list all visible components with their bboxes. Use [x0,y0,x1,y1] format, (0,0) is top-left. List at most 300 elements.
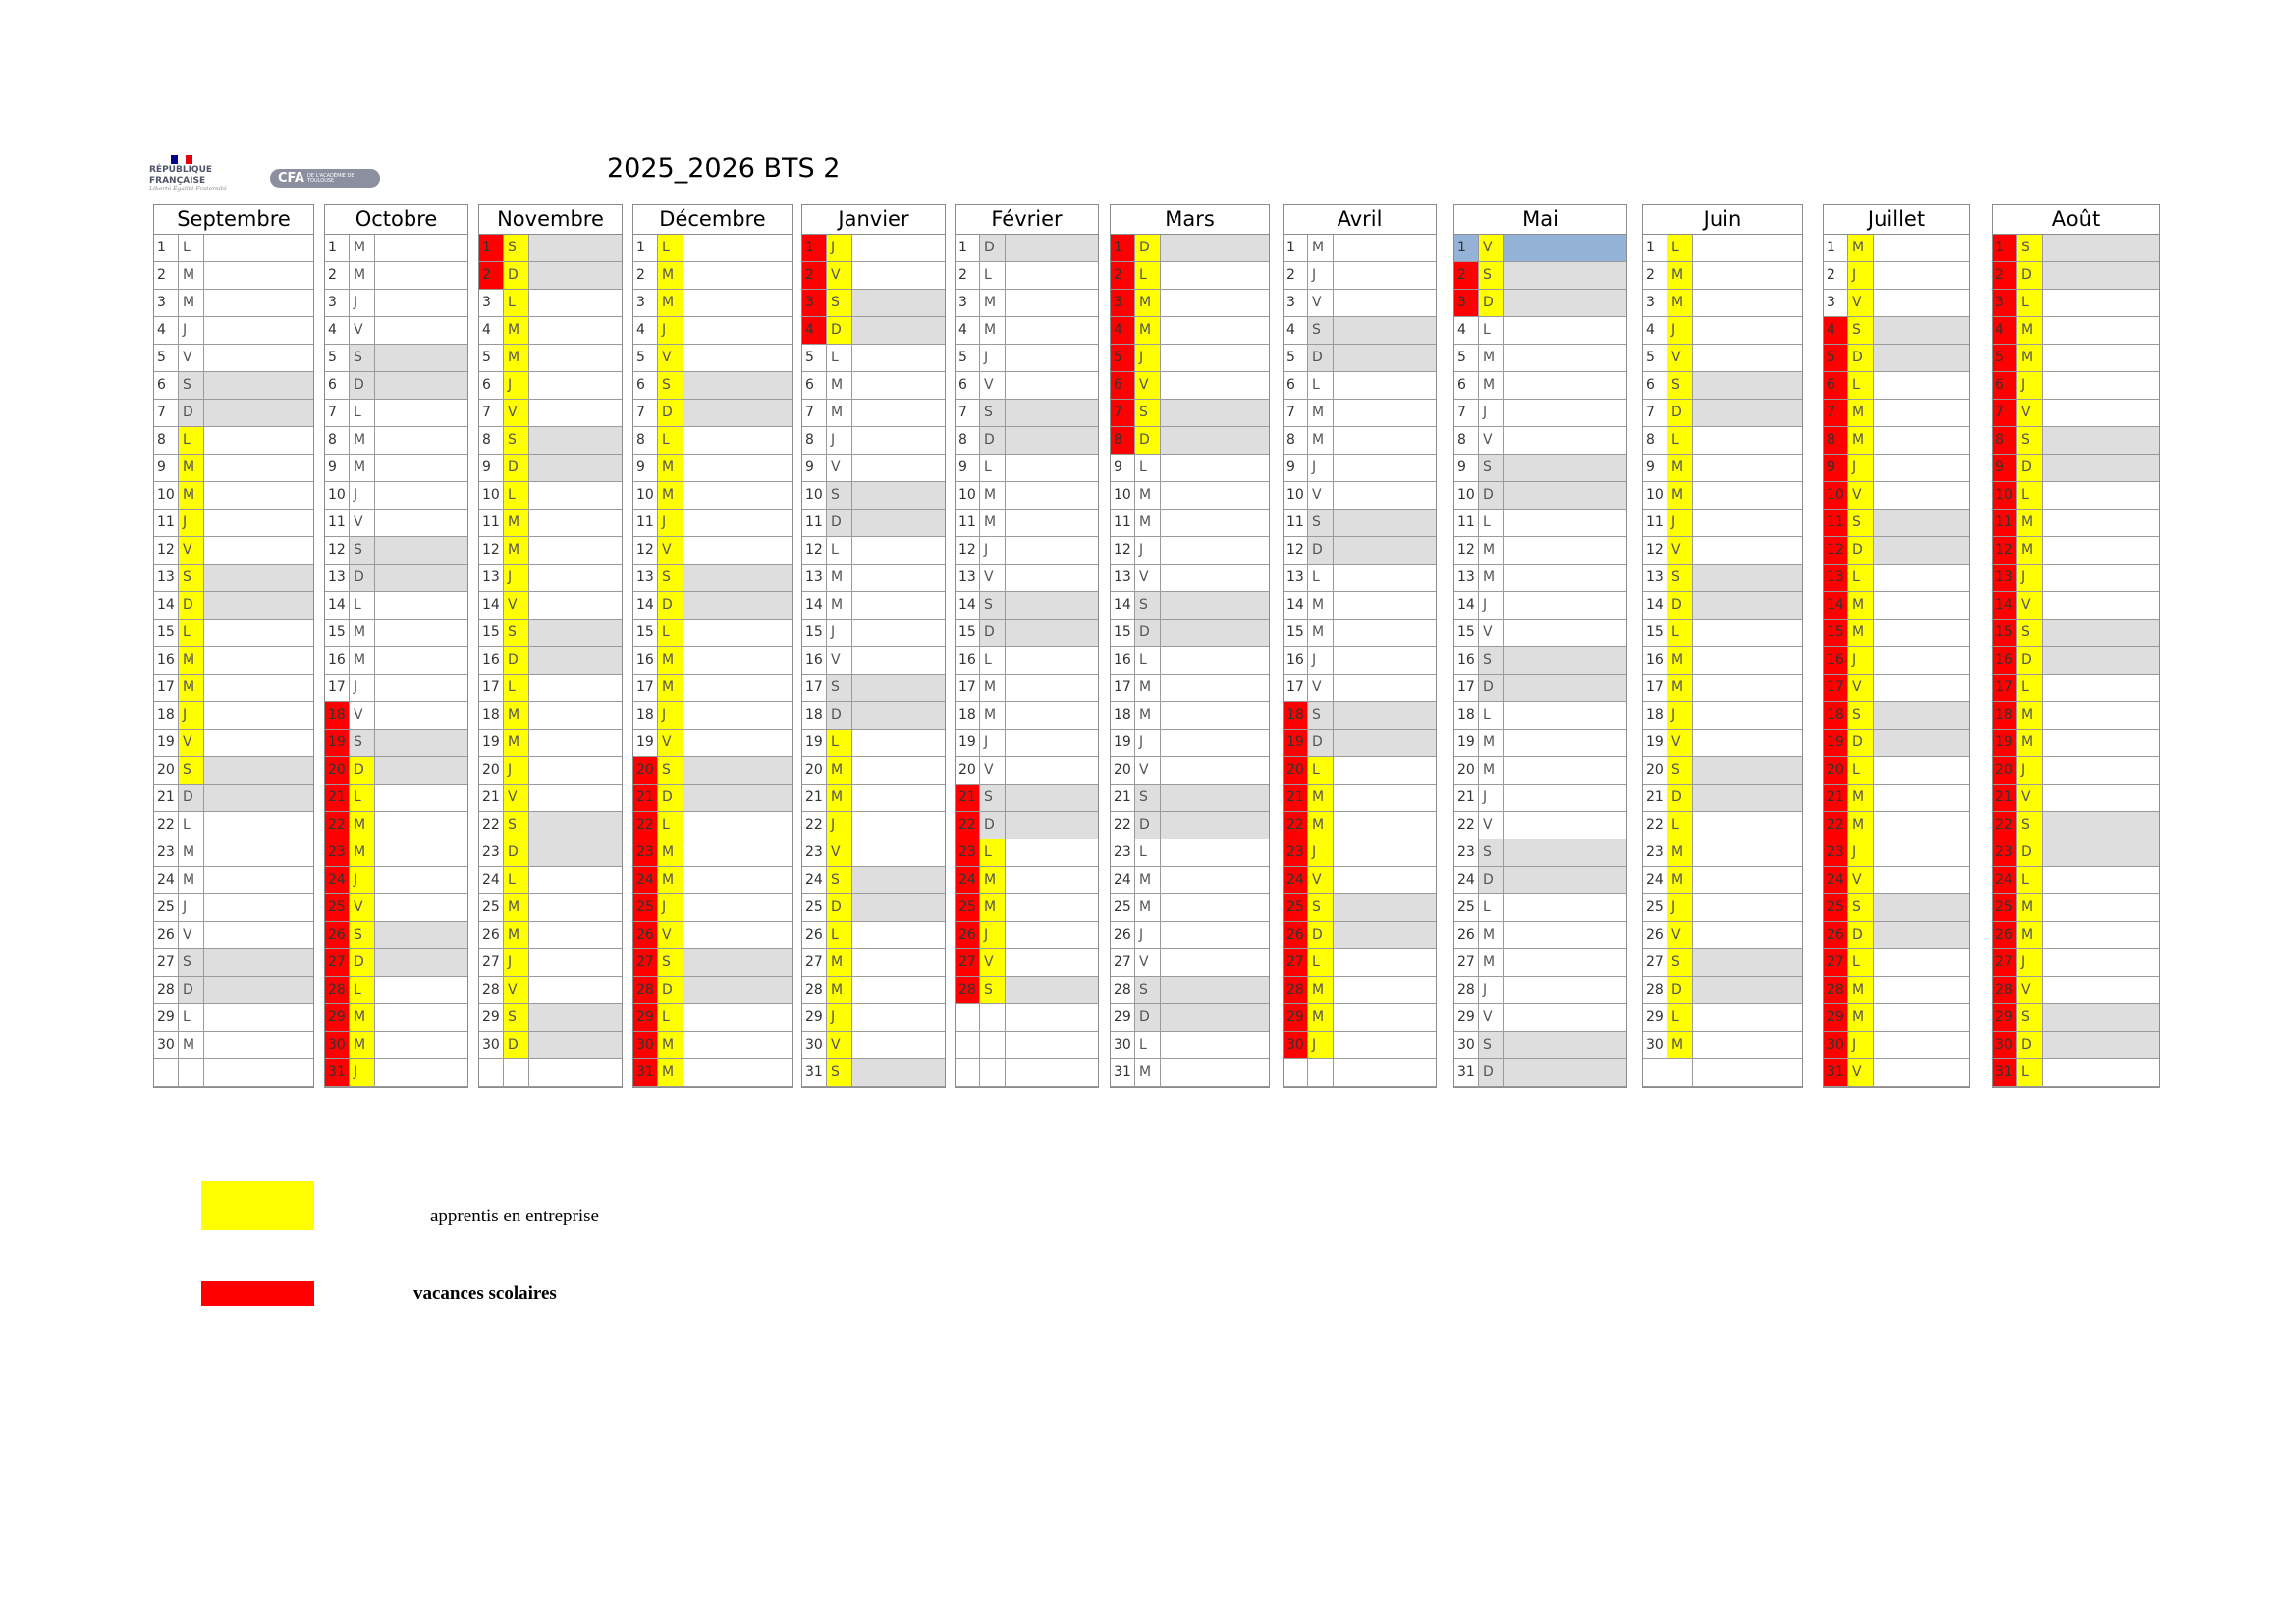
day-row [1643,620,1802,647]
weekday-letter: J [827,1004,852,1031]
weekday-letter: J [1848,647,1874,674]
day-row [802,647,945,675]
day-cell [2043,730,2159,756]
weekday-letter [980,1059,1006,1086]
day-cell [1693,537,1802,564]
day-row [1284,482,1436,510]
day-number: 23 [633,839,658,866]
day-row [633,317,792,345]
month-header: Janvier [802,205,945,235]
day-number: 3 [325,290,350,316]
day-row [1284,1004,1436,1032]
day-row [956,235,1098,262]
weekday-letter: D [1308,537,1334,564]
day-number: 21 [1643,785,1667,811]
day-row [956,482,1098,510]
day-row [479,537,622,565]
day-cell [1874,400,1969,426]
day-cell [852,675,945,701]
day-number: 11 [1824,510,1848,536]
weekday-letter: S [1848,894,1874,921]
day-row [1643,565,1802,592]
day-number: 24 [325,867,350,893]
day-row [1454,290,1626,317]
day-cell [683,262,792,289]
weekday-letter: L [1667,235,1693,261]
weekday-letter: V [1308,675,1334,701]
day-row [1643,537,1802,565]
day-row [154,922,313,949]
day-number: 27 [1643,949,1667,976]
day-number: 1 [1824,235,1848,261]
day-cell [2043,757,2159,784]
day-number: 19 [479,730,504,756]
day-cell [529,757,622,784]
day-number: 16 [1643,647,1667,674]
day-number: 29 [1284,1004,1308,1031]
day-number: 14 [802,592,827,619]
day-row [1284,620,1436,647]
day-row [479,482,622,510]
day-row [154,867,313,894]
weekday-letter: M [1308,1004,1334,1031]
day-cell [1504,620,1626,646]
weekday-letter: M [2017,922,2043,948]
day-number: 8 [1824,427,1848,454]
day-number: 15 [325,620,350,646]
day-cell [204,592,313,619]
weekday-letter: M [1848,592,1874,619]
day-row [1643,317,1802,345]
day-number: 2 [1993,262,2017,289]
day-row [479,290,622,317]
day-cell [529,427,622,454]
day-number: 30 [1643,1032,1667,1058]
day-row [633,647,792,675]
day-cell [683,620,792,646]
weekday-letter: D [1135,812,1161,839]
day-row [1643,482,1802,510]
day-cell [1334,675,1436,701]
day-row [1643,839,1802,867]
day-cell [1334,345,1436,371]
day-row [1643,922,1802,949]
day-row [1454,647,1626,675]
day-number: 17 [325,675,350,701]
day-row [325,1032,467,1059]
day-number: 3 [802,290,827,316]
weekday-letter: S [2017,812,2043,839]
day-cell [683,785,792,811]
day-number: 6 [1643,372,1667,399]
day-number: 29 [325,1004,350,1031]
day-cell [1504,949,1626,976]
weekday-letter: L [827,345,852,371]
day-row [479,839,622,867]
day-row [1454,839,1626,867]
day-cell [1693,372,1802,399]
day-number: 19 [1824,730,1848,756]
day-cell [1874,1004,1969,1031]
day-row [325,455,467,482]
day-row [633,839,792,867]
weekday-letter: M [1308,400,1334,426]
day-cell [1504,1004,1626,1031]
weekday-letter: S [1308,317,1334,344]
month-header: Décembre [633,205,792,235]
weekday-letter: J [1479,400,1504,426]
day-cell [852,1004,945,1031]
day-cell [683,537,792,564]
day-row [802,565,945,592]
day-row [802,427,945,455]
day-row [479,345,622,372]
day-row [802,1004,945,1032]
day-cell [1161,1059,1269,1086]
day-row [1454,702,1626,730]
day-cell [1693,785,1802,811]
weekday-letter: D [350,372,375,399]
day-cell [375,455,467,481]
weekday-letter: L [1848,565,1874,591]
weekday-letter: M [2017,510,2043,536]
day-cell [683,565,792,591]
weekday-letter: S [1308,894,1334,921]
weekday-letter: V [1667,922,1693,948]
month-header: Juin [1643,205,1802,235]
day-number [154,1059,179,1086]
weekday-letter: D [2017,839,2043,866]
day-number: 11 [1284,510,1308,536]
day-row [325,620,467,647]
day-number: 25 [479,894,504,921]
day-number: 18 [1643,702,1667,729]
day-cell [375,647,467,674]
day-number: 20 [1284,757,1308,784]
weekday-letter: D [1479,675,1504,701]
day-row [325,867,467,894]
day-number: 22 [1284,812,1308,839]
day-cell [2043,592,2159,619]
day-number: 26 [633,922,658,948]
month-septembre [153,204,314,1088]
day-row [1284,785,1436,812]
day-number: 14 [1284,592,1308,619]
day-number: 29 [802,1004,827,1031]
day-cell [1693,455,1802,481]
day-cell [2043,565,2159,591]
day-row [479,235,622,262]
month-mai [1453,204,1627,1088]
day-cell [2043,455,2159,481]
day-number: 11 [1454,510,1479,536]
day-row [1993,1004,2159,1032]
day-cell [375,510,467,536]
day-row [1643,290,1802,317]
day-cell [1504,839,1626,866]
day-number: 28 [1643,977,1667,1003]
weekday-letter: V [827,1032,852,1058]
day-cell [204,949,313,976]
weekday-letter: M [350,455,375,481]
day-row [154,592,313,620]
day-number: 10 [802,482,827,509]
weekday-letter: M [658,290,683,316]
weekday-letter: M [179,262,204,289]
day-cell [1693,977,1802,1003]
day-number: 10 [1824,482,1848,509]
day-cell [529,262,622,289]
day-row [1284,317,1436,345]
weekday-letter: J [1848,839,1874,866]
weekday-letter: M [1479,949,1504,976]
weekday-letter: S [1667,565,1693,591]
day-cell [529,482,622,509]
day-row [479,785,622,812]
weekday-letter: L [2017,1059,2043,1086]
day-row [1993,702,2159,730]
day-cell [1334,812,1436,839]
weekday-letter: D [1479,290,1504,316]
day-number: 12 [956,537,980,564]
day-row [633,812,792,839]
weekday-letter: S [2017,1004,2043,1031]
day-cell [375,372,467,399]
day-number: 28 [956,977,980,1003]
weekday-letter: M [1848,812,1874,839]
day-cell [1693,400,1802,426]
day-number: 12 [1824,537,1848,564]
weekday-letter: L [1308,372,1334,399]
day-cell [1161,400,1269,426]
day-number: 13 [1643,565,1667,591]
day-cell [204,1032,313,1058]
day-cell [1504,922,1626,948]
day-cell [683,455,792,481]
weekday-letter: V [1135,949,1161,976]
weekday-letter: M [658,262,683,289]
day-number: 25 [1824,894,1848,921]
day-cell [2043,1032,2159,1058]
day-cell [1504,565,1626,591]
weekday-letter: J [504,757,529,784]
weekday-letter: J [1308,455,1334,481]
day-row [633,345,792,372]
day-row [154,730,313,757]
weekday-letter: L [1308,565,1334,591]
weekday-letter: D [350,949,375,976]
day-number: 1 [1454,235,1479,261]
weekday-letter: V [658,345,683,371]
day-row [154,372,313,400]
day-cell [1006,537,1098,564]
weekday-letter: J [504,372,529,399]
month-header: Avril [1284,205,1436,235]
day-number: 8 [1643,427,1667,454]
day-cell [2043,977,2159,1003]
day-row [956,812,1098,839]
day-row [802,675,945,702]
weekday-letter: J [980,537,1006,564]
day-row [1111,317,1269,345]
day-row [1993,812,2159,839]
day-row [325,812,467,839]
day-number: 7 [1824,400,1848,426]
month-header: Novembre [479,205,622,235]
weekday-letter: V [827,647,852,674]
day-number: 25 [154,894,179,921]
day-cell [1161,262,1269,289]
weekday-letter: S [1848,702,1874,729]
day-number: 6 [325,372,350,399]
day-number: 11 [802,510,827,536]
weekday-letter: J [2017,565,2043,591]
weekday-letter: V [350,510,375,536]
day-number: 18 [1284,702,1308,729]
day-row [1643,785,1802,812]
day-number: 24 [1824,867,1848,893]
day-number: 8 [479,427,504,454]
day-number: 4 [1993,317,2017,344]
weekday-letter: L [350,592,375,619]
day-cell [204,867,313,893]
day-cell [1006,345,1098,371]
weekday-letter: M [1135,675,1161,701]
weekday-letter: J [2017,757,2043,784]
day-number: 26 [325,922,350,948]
day-row [325,702,467,730]
weekday-letter: L [1848,757,1874,784]
day-number: 6 [479,372,504,399]
day-number: 18 [956,702,980,729]
weekday-letter: L [1135,1032,1161,1058]
day-cell [2043,317,2159,344]
legend-swatch-apprentice [201,1181,314,1230]
day-number: 12 [479,537,504,564]
day-number: 22 [802,812,827,839]
weekday-letter: S [1479,455,1504,481]
weekday-letter: S [350,730,375,756]
day-cell [1504,730,1626,756]
day-cell [683,290,792,316]
day-cell [683,730,792,756]
weekday-letter: S [827,675,852,701]
day-row [1824,317,1969,345]
day-cell [1006,730,1098,756]
day-row [479,1004,622,1032]
day-row [1454,730,1626,757]
day-row [802,949,945,977]
weekday-letter: D [504,262,529,289]
day-cell [1161,839,1269,866]
day-number: 12 [325,537,350,564]
day-cell [529,290,622,316]
weekday-letter: M [980,510,1006,536]
weekday-letter: D [179,785,204,811]
day-cell [204,235,313,261]
day-row [802,867,945,894]
day-row [154,537,313,565]
day-cell [1334,290,1436,316]
day-row [1111,1032,1269,1059]
day-row [325,757,467,785]
day-row [956,262,1098,290]
day-row [956,675,1098,702]
weekday-letter: V [350,317,375,344]
weekday-letter: M [1667,647,1693,674]
day-row [1993,977,2159,1004]
day-number: 12 [1454,537,1479,564]
day-row [1284,839,1436,867]
weekday-letter: D [1848,730,1874,756]
day-number: 21 [633,785,658,811]
weekday-letter: M [179,647,204,674]
day-number: 16 [802,647,827,674]
day-cell [1334,867,1436,893]
weekday-letter: M [827,565,852,591]
weekday-letter: J [658,317,683,344]
day-number: 23 [802,839,827,866]
day-cell [1874,702,1969,729]
day-row [479,565,622,592]
day-number: 2 [1643,262,1667,289]
day-row [154,1004,313,1032]
day-cell [683,427,792,454]
day-row [633,977,792,1004]
weekday-letter: V [658,537,683,564]
day-number: 3 [1111,290,1135,316]
day-number: 16 [1993,647,2017,674]
day-number: 13 [1284,565,1308,591]
day-cell [1006,702,1098,729]
day-number: 30 [1111,1032,1135,1058]
day-row [325,482,467,510]
day-row [154,675,313,702]
day-cell [1161,290,1269,316]
weekday-letter: V [504,400,529,426]
weekday-letter: M [827,757,852,784]
day-row [802,922,945,949]
day-cell [1504,702,1626,729]
day-row [1993,400,2159,427]
day-cell [1334,702,1436,729]
day-cell [204,427,313,454]
day-number: 17 [956,675,980,701]
weekday-letter: V [1479,427,1504,454]
weekday-letter: S [1479,839,1504,866]
day-number: 20 [1454,757,1479,784]
weekday-letter: M [980,317,1006,344]
weekday-letter: M [179,839,204,866]
day-cell [1161,482,1269,509]
day-row [1284,675,1436,702]
day-number: 5 [1111,345,1135,371]
day-cell [529,317,622,344]
day-row [1454,757,1626,785]
weekday-letter: L [1479,702,1504,729]
day-row [956,839,1098,867]
day-number: 12 [633,537,658,564]
day-cell [1006,620,1098,646]
day-row [1643,345,1802,372]
day-number: 19 [154,730,179,756]
day-number: 7 [1284,400,1308,426]
weekday-letter: S [1308,702,1334,729]
day-cell [852,620,945,646]
day-row [479,455,622,482]
day-number: 7 [154,400,179,426]
day-row [1454,592,1626,620]
